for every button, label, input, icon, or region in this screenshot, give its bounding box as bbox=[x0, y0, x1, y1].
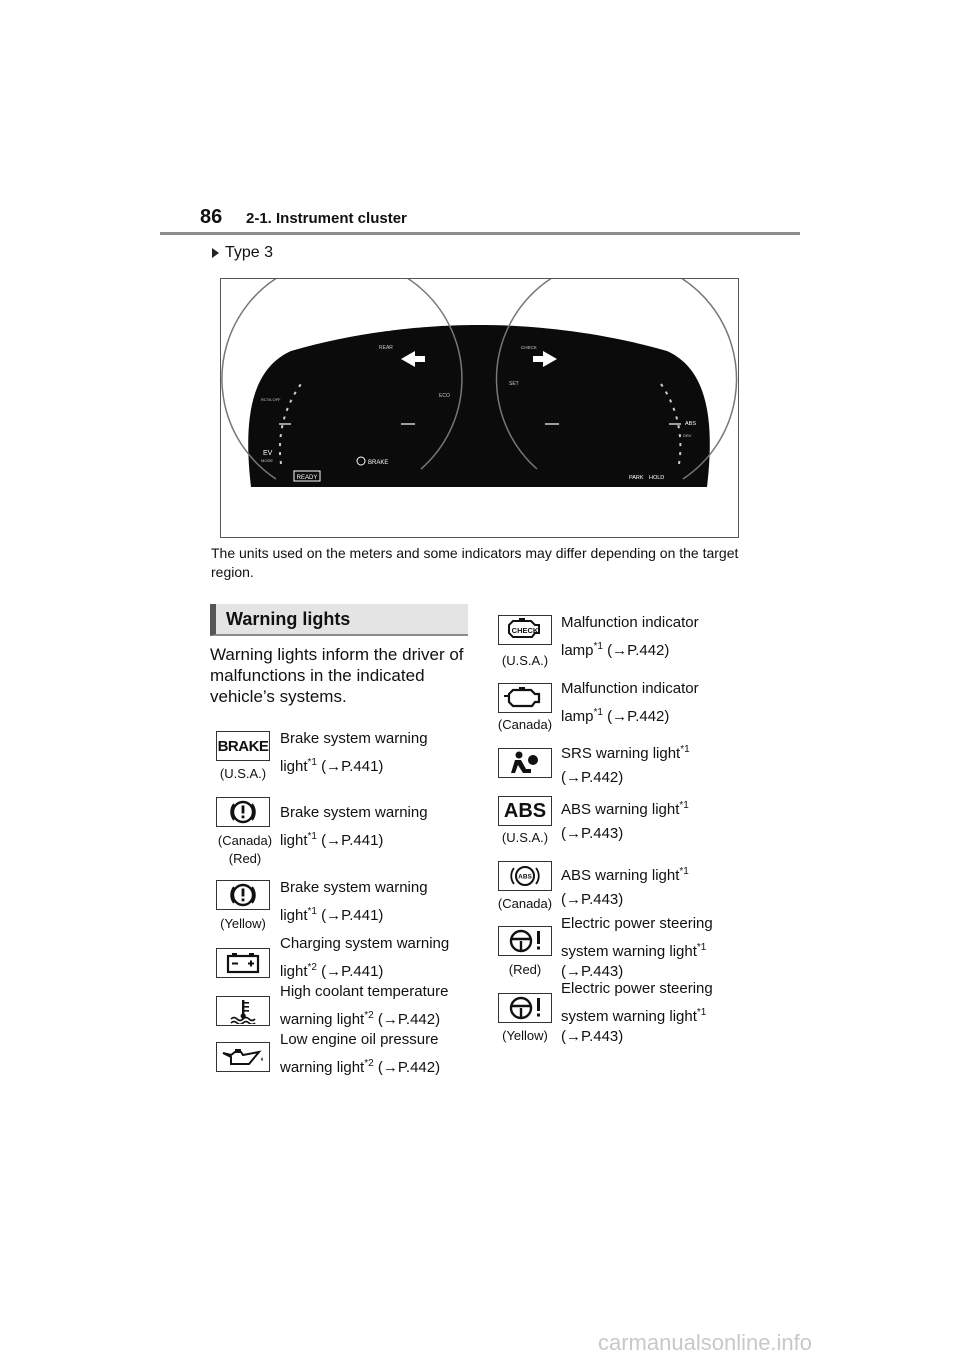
eco-indicator: ECO bbox=[439, 393, 450, 399]
section-title: 2-1. Instrument cluster bbox=[246, 210, 407, 227]
region-label: (U.S.A.) bbox=[219, 766, 267, 781]
header-rule bbox=[160, 232, 800, 235]
region-label: (Canada) bbox=[497, 717, 553, 732]
warning-lights-intro: Warning lights inform the driver of malfunctions in the indicated vehicle’s systems. bbox=[210, 645, 464, 706]
brake-warning-description: Brake system warning light$^{*1}$ (→P.441) bbox=[280, 879, 428, 924]
check-engine-icon bbox=[498, 615, 552, 645]
power-steering-warning-description: Electric power steering system warning light$^{*1}$ (→P.443) bbox=[561, 980, 713, 1045]
oil-pressure-warning-description: Low engine oil pressure warning light$^{*2}$ (→P.442) bbox=[280, 1031, 441, 1076]
region-label: (Canada) bbox=[217, 833, 273, 848]
units-note: The units used on the meters and some indicators may differ depending on the target region. bbox=[211, 545, 739, 580]
ev-indicator: EV bbox=[263, 450, 273, 457]
region-label: (U.S.A.) bbox=[501, 653, 549, 668]
watermark: carmanualsonline.info bbox=[598, 1330, 813, 1355]
ev-mode-indicator: MODE bbox=[261, 458, 273, 463]
region-label: (Canada) bbox=[497, 896, 553, 911]
power-steering-icon-red bbox=[498, 926, 552, 956]
type-label-text: Type 3 bbox=[225, 244, 274, 261]
check-indicator: CHECK bbox=[521, 345, 537, 350]
color-label: (Yellow) bbox=[220, 916, 266, 931]
coolant-temperature-icon bbox=[216, 996, 270, 1026]
page-number: 86 bbox=[200, 206, 223, 228]
region-label: (U.S.A.) bbox=[501, 830, 549, 845]
brake-warning-description: Brake system warning light$^{*1}$ (→P.441) bbox=[280, 804, 428, 849]
warning-lights-heading bbox=[210, 604, 468, 636]
power-steering-warning-description: Electric power steering system warning light$^{*1}$ (→P.443) bbox=[561, 915, 713, 980]
svg-text:ABS: ABS bbox=[518, 873, 532, 881]
ready-indicator: READY bbox=[296, 475, 318, 481]
abs-warning-description: ABS warning light$^{*1}$ (→P.443) bbox=[561, 800, 689, 842]
rear-indicator: REAR bbox=[379, 345, 393, 351]
instrument-cluster-illustration bbox=[221, 279, 738, 537]
brake-indicator: BRAKE bbox=[368, 460, 389, 466]
brake-circle-warning-icon-yellow bbox=[216, 880, 270, 910]
abs-warning-description: ABS warning light$^{*1}$ (→P.443) bbox=[561, 866, 689, 908]
srs-warning-description: SRS warning light$^{*1}$ (→P.442) bbox=[561, 744, 690, 786]
coolant-warning-description: High coolant temperature warning light$^{*2}$ (→P.442) bbox=[280, 983, 449, 1028]
set-indicator: SET bbox=[509, 381, 519, 387]
brake-text-warning-icon: BRAKE bbox=[216, 731, 270, 761]
color-label: (Red) bbox=[228, 851, 262, 866]
power-steering-icon-yellow bbox=[498, 993, 552, 1023]
brake-warning-description: Brake system warning light$^{*1}$ (→P.441) bbox=[280, 730, 428, 775]
rcta-off-indicator: RCTA OFF bbox=[261, 397, 281, 402]
cluster-illustration-frame bbox=[220, 278, 739, 538]
engine-icon bbox=[498, 683, 552, 713]
charging-warning-description: Charging system warning light$^{*2}$ (→P.441) bbox=[280, 935, 450, 980]
color-label: (Yellow) bbox=[502, 1028, 548, 1043]
oil-pressure-icon bbox=[216, 1042, 270, 1072]
hold-indicator: HOLD bbox=[649, 475, 665, 481]
svg-text:CHECK: CHECK bbox=[511, 626, 539, 635]
drv-indicator: DRV bbox=[683, 433, 692, 438]
malfunction-indicator-description: Malfunction indicator lamp$^{*1}$ (→P.442) bbox=[561, 680, 699, 725]
brake-circle-warning-icon-red bbox=[216, 797, 270, 827]
abs-circle-icon bbox=[498, 861, 552, 891]
type-label bbox=[212, 244, 273, 262]
battery-icon bbox=[216, 948, 270, 978]
abs-text-icon: ABS bbox=[498, 796, 552, 826]
malfunction-indicator-description: Malfunction indicator lamp$^{*1}$ (→P.442) bbox=[561, 614, 699, 659]
triangle-bullet-icon bbox=[212, 248, 219, 258]
color-label: (Red) bbox=[508, 962, 542, 977]
warning-lights-heading-text: Warning lights bbox=[226, 609, 351, 629]
park-indicator: PARK bbox=[629, 475, 644, 481]
srs-airbag-icon bbox=[498, 748, 552, 778]
abs-indicator: ABS bbox=[685, 421, 697, 427]
